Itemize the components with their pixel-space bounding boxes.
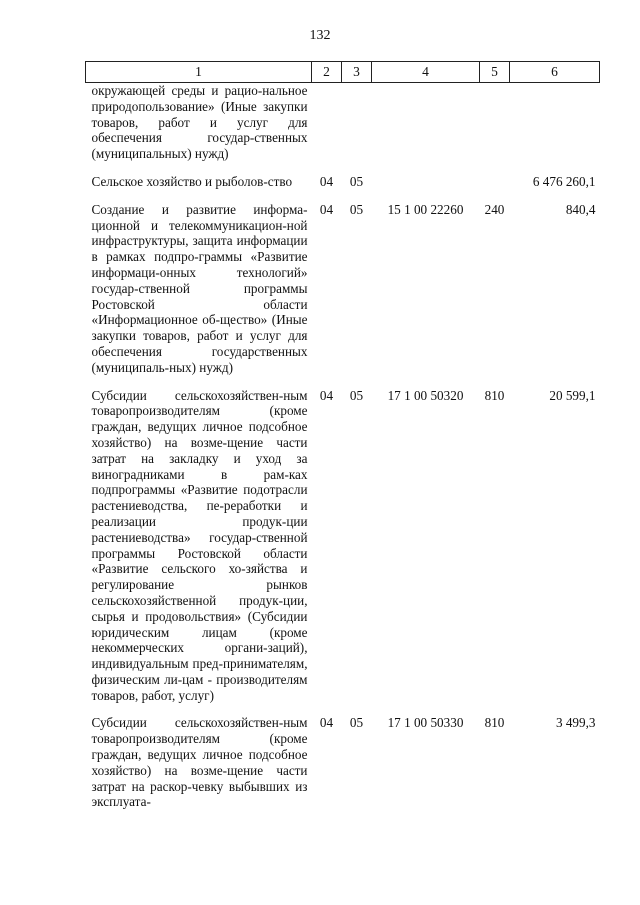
budget-table (85, 61, 600, 816)
table-row (86, 168, 600, 196)
row-expense-type: 810 (484, 715, 505, 731)
row-amount: 6 476 260,1 (532, 173, 596, 189)
row-section: 04 (319, 173, 334, 189)
table-row (86, 83, 600, 168)
row-target-article: 17 1 00 50320 (387, 387, 464, 403)
row-amount: 20 599,1 (549, 387, 596, 403)
table-row (86, 196, 600, 382)
column-header: 5 (480, 62, 510, 83)
column-header: 6 (510, 62, 600, 83)
row-description: окружающей среды и рацио-нальное природопользование» (Иные закупки товаров, работ и услуг для обеспечения государ-ственных (муниципальных) нужд) (91, 83, 308, 162)
row-target-article (372, 83, 480, 168)
row-expense-type: 810 (484, 387, 505, 403)
row-description: Субсидии сельскохозяйствен-ным товаропроизводителям (кроме граждан, ведущих личное подсобное хозяйство) на возме-щение части затрат на закладку и уход за виноградниками в рам-ках подпрограммы «Развитие подотрасли растениеводства, пе-реработки и реализации продук-ции растениеводства» государ-ственной программы Ростовской области «Развитие сельского хо-зяйства и регулирование рынков сельскохозяйственной продук-ции, сырья и продовольствия» (Субсидии юридическим лицам (кроме некоммерческих органи-заций), индивидуальным пред-принимателям, физическим ли-цам - производителям товаров, работ, услуг) (91, 387, 308, 703)
row-subsection: 05 (349, 715, 364, 731)
row-description: Создание и развитие информа-ционной и телекоммуникацион-ной инфраструктуры, защита информации в рамках подпро-граммы «Развитие информаци-онных технологий» государ-ственной программы Ростовской области «Информационное об-щество» (Иные закупки товаров, работ и услуг для обеспечения государственных (муниципаль-ных) нужд) (91, 201, 308, 375)
row-expense-type (480, 83, 510, 168)
table-row (86, 382, 600, 710)
row-target-article: 17 1 00 50330 (387, 715, 464, 731)
row-amount: 3 499,3 (555, 715, 596, 731)
row-description: Субсидии сельскохозяйствен-ным товаропроизводителям (кроме граждан, ведущих личное подсобное хозяйство) на возме-щение части затрат на раскор-чевку выбывших из эксплуата- (91, 715, 308, 810)
row-description: Сельское хозяйство и рыболов-ство (91, 173, 293, 189)
row-section (312, 83, 342, 168)
row-expense-type: 240 (484, 201, 505, 217)
column-header: 1 (86, 62, 312, 83)
row-subsection: 05 (349, 173, 364, 189)
table-row (86, 709, 600, 816)
column-header: 2 (312, 62, 342, 83)
row-amount (510, 83, 600, 168)
row-amount: 840,4 (565, 201, 596, 217)
row-subsection: 05 (349, 201, 364, 217)
table-header-row (86, 62, 600, 83)
row-expense-type (480, 168, 510, 196)
row-target-article (372, 168, 480, 196)
row-section: 04 (319, 387, 334, 403)
row-section: 04 (319, 201, 334, 217)
page-number: 132 (309, 28, 331, 43)
column-header: 4 (372, 62, 480, 83)
row-target-article: 15 1 00 22260 (387, 201, 464, 217)
row-subsection: 05 (349, 387, 364, 403)
row-subsection (342, 83, 372, 168)
column-header: 3 (342, 62, 372, 83)
row-section: 04 (319, 715, 334, 731)
